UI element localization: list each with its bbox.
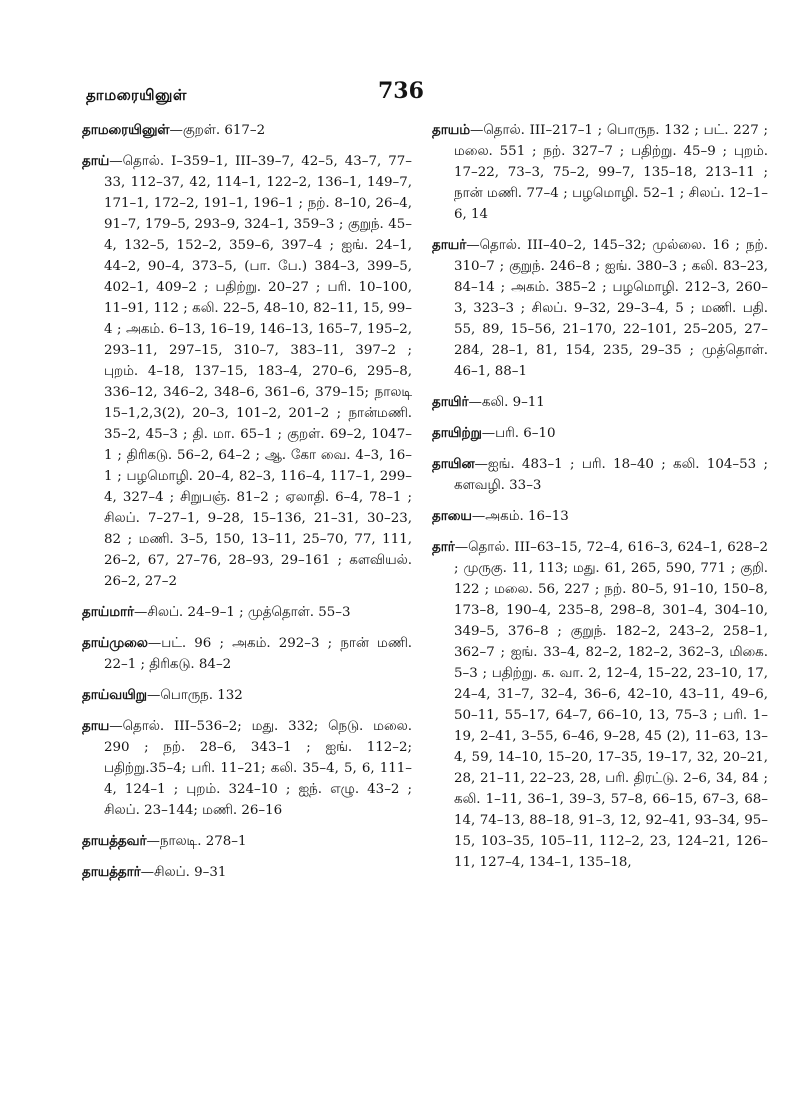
index-entry xyxy=(432,423,768,444)
entry-references: —சிலப். 9–31 xyxy=(140,865,227,880)
entry-references: —அகம். 16–13 xyxy=(471,509,569,524)
index-entry xyxy=(432,235,768,382)
index-entry xyxy=(432,454,768,496)
index-entry xyxy=(432,506,768,527)
entry-headword: தாயம் xyxy=(432,122,470,138)
index-entry xyxy=(82,633,412,675)
entry-references: —பட். 96 ; அகம். 292–3 ; நான் மணி. 22–1 ; திரிகடு. 84–2 xyxy=(104,636,412,672)
index-entry xyxy=(82,831,412,852)
index-entry xyxy=(432,392,768,413)
entry-references: —பரி. 6–10 xyxy=(481,426,556,441)
entry-references: —தொல். III–217–1 ; பொருந. 132 ; பட். 227 ; மலை. 551 ; நற். 327–7 ; பதிற்று. 45–9 ; புறம். 17–22, 73–3, 75–2, 99–7, 135–18, 213–11 ; நான் மணி. 77–4 ; பழமொழி. 52–1 ; சிலப். 12–1–6, 14 xyxy=(454,123,768,222)
entry-references: —தொல். III–536–2; மது. 332; நெடு. மலை. 290 ; நற். 28–6, 343–1 ; ஐங். 112–2; பதிற்று.35–4; பரி. 11–21; கலி. 35–4, 5, 6, 111–4, 124–1 ; புறம். 324–10 ; ஐந். எழு. 43–2 ; சிலப். 23–144; மணி. 26–16 xyxy=(104,719,412,818)
entry-headword: தாயிர் xyxy=(432,394,469,410)
entry-headword: தாயிற்று xyxy=(432,425,482,441)
index-entry xyxy=(82,716,412,821)
entry-references: —குறள். 617–2 xyxy=(169,123,266,138)
entry-headword: தாய்மார் xyxy=(82,604,134,620)
index-entry xyxy=(82,862,412,883)
entry-references: —தொல். I–359–1, III–39–7, 42–5, 43–7, 77–33, 112–37, 42, 114–1, 122–2, 136–1, 149–7, 171–1, 172–2, 191–1, 196–1 ; நற். 8–10, 26–4, 91–7, 179–5, 293–9, 324–1, 359–3 ; குறுந். 45–4, 132–5, 152–2, 359–6, 397–4 ; ஐங். 24–1, 44–2, 90–4, 373–5, (பா. பே.) 384–3, 399–5, 402–1, 409–2 ; பதிற்று. 20–27 ; பரி. 10–100, 11–91, 112 ; கலி. 22–5, 48–10, 82–11, 15, 99–4 ; அகம். 6–13, 16–19, 146–13, 165–7, 195–2, 293–11, 297–15, 310–7, 383–11, 397–2 ; புறம். 4–18, 137–15, 183–4, 270–6, 295–8, 336–12, 346–2, 348–6, 361–6, 379–15; நாலடி 15–1,2,3(2), 20–3, 101–2, 201–2 ; நான்மணி. 35–2, 45–3 ; தி. மா. 65–1 ; குறள். 69–2, 1047–1 ; திரிகடு. 56–2, 64–2 ; ஆ. கோ வை. 4–3, 16–1 ; பழமொழி. 20–4, 82–3, 116–4, 117–1, 299–4, 327–4 ; சிறுபஞ். 81–2 ; ஏலாதி. 6–4, 78–1 ; சிலப். 7–27–1, 9–28, 15–136, 21–31, 30–23, 82 ; மணி. 3–5, 150, 13–11, 25–70, 77, 111, 26–2, 67, 27–76, 28–93, 29–161 ; களவியல். 26–2, 27–2 xyxy=(104,154,412,589)
index-entry xyxy=(432,537,768,873)
running-head: தாமரையினுள் xyxy=(86,86,187,104)
entry-headword: தாயத்தவர் xyxy=(82,833,147,849)
entry-headword: தாயர் xyxy=(432,237,467,253)
entry-headword: தாய்வயிறு xyxy=(82,687,147,703)
entry-headword: தார் xyxy=(432,539,455,555)
entry-references: —கலி. 9–11 xyxy=(468,395,545,410)
entry-references: —நாலடி. 278–1 xyxy=(146,834,247,849)
entry-headword: தாய்முலை xyxy=(82,635,148,651)
index-entry xyxy=(82,120,412,141)
entry-headword: தாய் xyxy=(82,153,110,169)
entry-references: —பொருந. 132 xyxy=(146,688,243,703)
left-column xyxy=(82,120,412,893)
page-number: 736 xyxy=(378,78,424,104)
index-entry xyxy=(82,151,412,592)
entry-references: —தொல். III–40–2, 145–32; முல்லை. 16 ; நற். 310–7 ; குறுந். 246–8 ; ஐங். 380–3 ; கலி. 83–23, 84–14 ; அகம். 385–2 ; பழமொழி. 212–3, 260–3, 323–3 ; சிலப். 9–32, 29–3–4, 5 ; மணி. பதி. 55, 89, 15–56, 21–170, 22–101, 25–205, 27–284, 28–1, 81, 154, 235, 29–35 ; முத்தொள். 46–1, 88–1 xyxy=(454,238,768,379)
entry-references: —தொல். III–63–15, 72–4, 616–3, 624–1, 628–2 ; முருகு. 11, 113; மது. 61, 265, 590, 771 ; குறி. 122 ; மலை. 56, 227 ; நற். 80–5, 91–10, 150–8, 173–8, 190–4, 235–8, 298–8, 301–4, 304–10, 349–5, 376–8 ; குறுந். 182–2, 243–2, 258–1, 362–7 ; ஐங். 33–4, 82–2, 182–2, 362–3, மிகை. 5–3 ; பதிற்று. க. வா. 2, 12–4, 15–22, 23–10, 17, 24–4, 31–7, 32–4, 36–6, 42–10, 43–11, 49–6, 50–11, 55–17, 64–7, 66–10, 13, 75–3 ; பரி. 1–19, 2–41, 3–55, 6–46, 9–28, 45 (2), 11–63, 13–4, 59, 14–10, 15–20, 17–35, 19–17, 32, 20–21, 28, 21–11, 22–23, 28, பரி. திரட்டு. 2–6, 34, 84 ; கலி. 1–11, 36–1, 39–3, 57–8, 66–15, 67–3, 68–14, 74–13, 88–18, 91–3, 12, 92–41, 93–34, 95–15, 103–35, 105–11, 112–2, 23, 124–21, 126–11, 127–4, 134–1, 135–18, xyxy=(454,540,768,870)
entry-references: —ஐங். 483–1 ; பரி. 18–40 ; கலி. 104–53 ; களவழி. 33–3 xyxy=(454,457,768,493)
entry-headword: தாயத்தார் xyxy=(82,864,141,880)
index-entry xyxy=(82,602,412,623)
entry-headword: தாயின xyxy=(432,456,475,472)
right-column xyxy=(432,120,768,883)
entry-references: —சிலப். 24–9–1 ; முத்தொள். 55–3 xyxy=(133,605,351,620)
entry-headword: தாயை xyxy=(432,508,472,524)
entry-headword: தாமரையினுள் xyxy=(82,122,170,138)
entry-headword: தாய xyxy=(82,718,110,734)
index-entry xyxy=(82,685,412,706)
index-entry xyxy=(432,120,768,225)
